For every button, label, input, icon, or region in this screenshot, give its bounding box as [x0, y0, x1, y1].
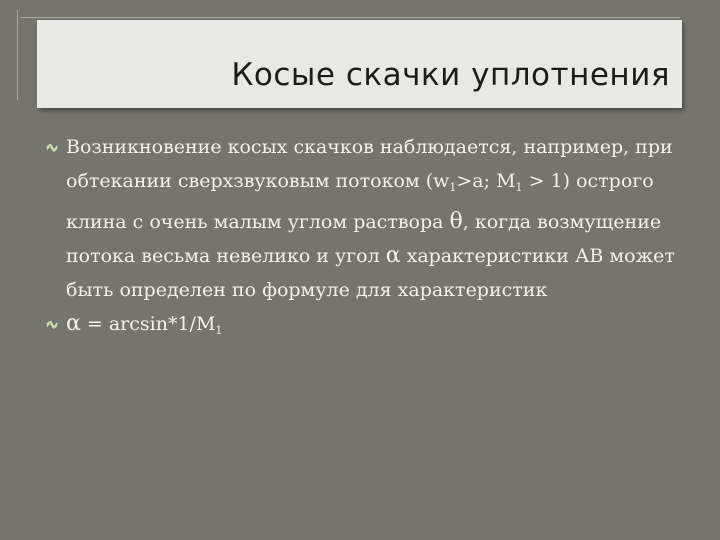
- wave-bullet-icon: [46, 320, 58, 329]
- bullet-text-1: Возникновение косых скачков наблюдается, например, при обтекании сверхзвуковым потоком ($w_1>a$; $M_1 > 1$) острого клина с очень малым углом раствора θ, когда возмущение потока весьма невелико и угол α характеристики АВ может быть определен по формуле для характеристик: [66, 136, 675, 301]
- slide-content: [46, 130, 686, 348]
- alpha-symbol: α: [385, 243, 401, 268]
- alpha-symbol: α: [66, 311, 81, 336]
- theta-symbol: θ: [449, 209, 463, 234]
- bullet-item-2: [46, 307, 686, 348]
- title-box: [37, 20, 682, 108]
- bullet-item-1: [46, 130, 686, 307]
- wave-bullet-icon: [46, 143, 58, 152]
- slide-title: Косые скачки уплотнения: [231, 57, 670, 93]
- decorative-line-horizontal: [20, 17, 680, 18]
- decorative-line-vertical: [17, 10, 18, 100]
- formula-text: $\alpha = \arcsin*1/M_1$: [66, 311, 223, 337]
